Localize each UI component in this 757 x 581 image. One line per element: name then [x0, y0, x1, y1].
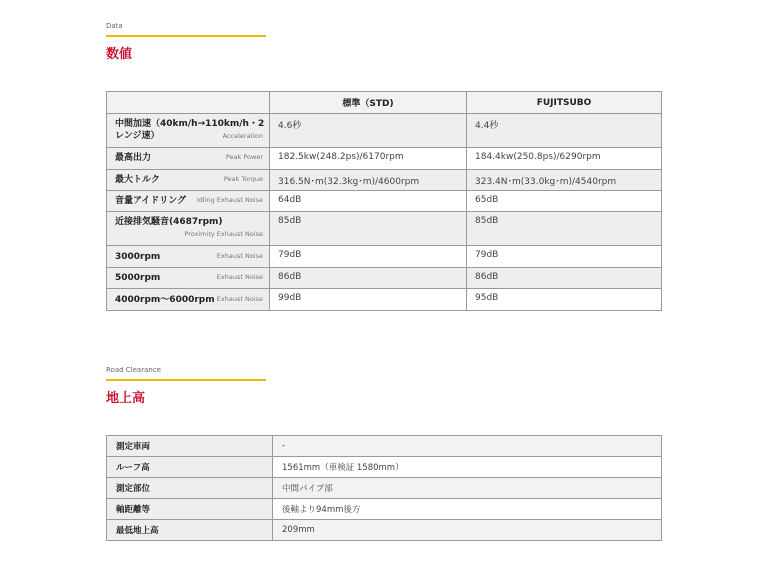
table-row: [107, 268, 662, 289]
cell-fujitsubo: 95dB: [467, 289, 662, 311]
table-row: [107, 212, 662, 246]
row-head: [107, 246, 270, 268]
section-title-clearance: 地上高: [106, 391, 146, 406]
cell-fujitsubo: 85dB: [467, 212, 662, 246]
row-value: 1561mm（車検証 1580mm）: [273, 457, 662, 478]
cell-std: 99dB: [270, 289, 467, 311]
cell-std: 316.5N･m(32.3kg･m)/4600rpm: [270, 170, 467, 191]
row-sub: Peak Power: [225, 153, 263, 161]
cell-std: 64dB: [270, 191, 467, 212]
cell-std: 182.5kw(248.2ps)/6170rpm: [270, 148, 467, 170]
table-row: [107, 436, 662, 457]
header-blank: [107, 92, 270, 114]
table-row: [107, 191, 662, 212]
table-row: [107, 246, 662, 268]
row-name: 5000rpm: [115, 273, 161, 283]
row-name: 3000rpm: [115, 252, 161, 262]
row-value: -: [273, 436, 662, 457]
row-name: 近接排気騒音(4687rpm): [115, 217, 223, 227]
table-row: [107, 148, 662, 170]
row-name: 測定車両: [107, 436, 273, 457]
row-name: 4000rpm〜6000rpm: [115, 295, 215, 305]
row-sub: Proximity Exhaust Noise: [184, 230, 263, 238]
row-head: [107, 289, 270, 311]
cell-fujitsubo: 86dB: [467, 268, 662, 289]
row-head: [107, 191, 270, 212]
row-name: 軸距離等: [107, 499, 273, 520]
table-row: [107, 170, 662, 191]
section-title-data: 数値: [106, 47, 133, 62]
table-row: [107, 499, 662, 520]
cell-std: 86dB: [270, 268, 467, 289]
row-name: 最大トルク: [115, 175, 160, 185]
cell-fujitsubo: 4.4秒: [467, 114, 662, 148]
header-std: 標準（STD): [270, 92, 467, 114]
row-sub: Exhaust Noise: [216, 252, 263, 260]
row-value: 中間パイプ部: [273, 478, 662, 499]
cell-fujitsubo: 184.4kw(250.8ps)/6290rpm: [467, 148, 662, 170]
table-row: [107, 457, 662, 478]
section-rule-clearance: [106, 379, 266, 381]
cell-std: 85dB: [270, 212, 467, 246]
section-label-clearance: Road Clearance: [106, 366, 161, 374]
row-head: [107, 212, 270, 246]
cell-std: 79dB: [270, 246, 467, 268]
performance-table: [106, 91, 662, 311]
row-head: [107, 114, 270, 148]
row-head: [107, 148, 270, 170]
table-row: [107, 114, 662, 148]
row-name: 測定部位: [107, 478, 273, 499]
clearance-table: [106, 435, 662, 541]
cell-std: 4.6秒: [270, 114, 467, 148]
row-name: 音量アイドリング: [115, 196, 187, 206]
row-sub: Exhaust Noise: [216, 295, 263, 303]
header-fujitsubo: FUJITSUBO: [467, 92, 662, 114]
row-sub: Acceleration: [222, 132, 263, 140]
row-value: 後軸より94mm後方: [273, 499, 662, 520]
row-name: ルーフ高: [107, 457, 273, 478]
cell-fujitsubo: 65dB: [467, 191, 662, 212]
table-header-row: [107, 92, 662, 114]
section-rule-data: [106, 35, 266, 37]
table-row: [107, 478, 662, 499]
section-label-data: Data: [106, 22, 123, 30]
row-head: [107, 268, 270, 289]
row-head: [107, 170, 270, 191]
table-row: [107, 289, 662, 311]
cell-fujitsubo: 323.4N･m(33.0kg･m)/4540rpm: [467, 170, 662, 191]
cell-fujitsubo: 79dB: [467, 246, 662, 268]
row-sub: Peak Torque: [223, 175, 263, 183]
row-sub: Idling Exhaust Noise: [196, 196, 263, 204]
row-name: 中間加速（40km/h→110km/h・2レンジ速）: [115, 119, 265, 141]
table-row: [107, 520, 662, 541]
row-name: 最高出力: [115, 153, 152, 163]
row-value: 209mm: [273, 520, 662, 541]
row-name: 最低地上高: [107, 520, 273, 541]
row-sub: Exhaust Noise: [216, 273, 263, 281]
